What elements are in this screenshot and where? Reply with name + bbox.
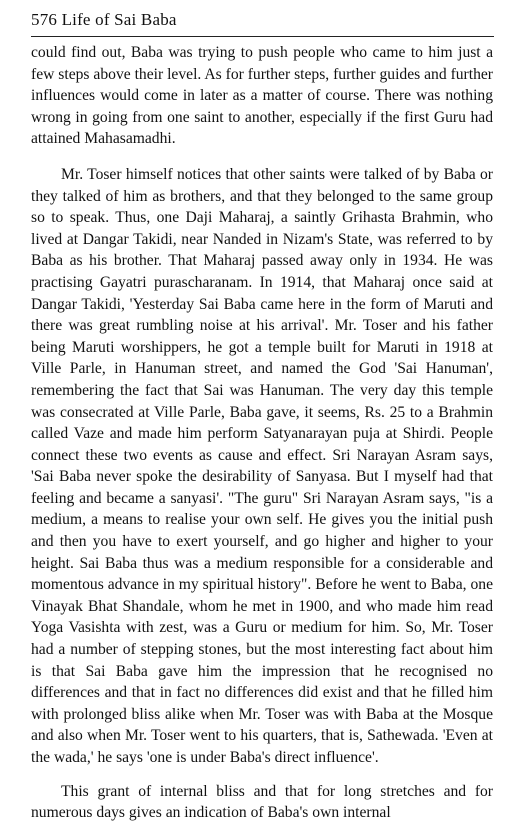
header-rule — [31, 36, 494, 37]
page-number: 576 — [31, 10, 58, 29]
paragraph-2: Mr. Toser himself notices that other saints were talked of by Baba or they talked of him as brothers, and that they belonged to the same group so to speak. Thus, one Daji Maharaj, a saintly Grihasta Brahmin, who lived at Dangar Takidi, near Nanded in Nizam's State, was referred to by Baba as his brother. That Maharaj passed away only in 1934. He was practising Gayatri purascharanam. In 1914, that Maharaj once said at Dangar Takidi, 'Yesterday Sai Baba came here in the form of Maruti and there was great rumbling noise at his arrival'. Mr. Toser and his father being Maruti worshippers, he got a temple built for Maruti in 1918 at Ville Parle, in Hanuman street, and named the God 'Sai Hanuman', remembering the fact that Sai was Hanuman. The very day this temple was consecrated at Ville Parle, Baba gave, it seems, Rs. 25 to a Brahmin called Vaze and made him perform Satyanarayan puja at Shirdi. People connect these two events as cause and effect. Sri Narayan Asram says, 'Sai Baba never spoke the desirability of Sanyasa. But I myself had that feeling and became a sanyasi'. "The guru" Sri Narayan Asram says, "is a medium, a means to realise your own self. He gives you the initial push and then you have to exert yourself, and go higher and higher to your height. Sai Baba thus was a medium responsible for a considerable and momentous advance in my spiritual history". Before he went to Baba, one Vinayak Bhat Shandale, whom he met in 1900, and who made him read Yoga Vasishta with zest, was a Guru or medium for him. So, Mr. Toser had a number of stepping stones, but the most interesting fact about him is that Sai Baba gave him the impression that he recognised no differences and that in fact no differences did exist and that he filled him with prolonged bliss alike when Mr. Toser was with Baba at the Mosque and also when Mr. Toser went to his quarters, that is, Sathewada. 'Even at the wada,' he says 'one is under Baba's direct influence'. — [31, 165, 493, 766]
paragraph-1: could find out, Baba was trying to push people who came to him just a few steps above their level. As for further steps, further guides and further influences would come in later as a matter of course. There was nothing wrong in going from one saint to another, especially if the first Guru had attained Mahasamadhi. — [31, 44, 493, 148]
body-text — [31, 42, 493, 824]
running-title: Life of Sai Baba — [61, 10, 177, 29]
page-header — [31, 10, 177, 30]
paragraph-3: This grant of internal bliss and that for long stretches and for numerous days gives an indication of Baba's own internal — [31, 782, 493, 822]
